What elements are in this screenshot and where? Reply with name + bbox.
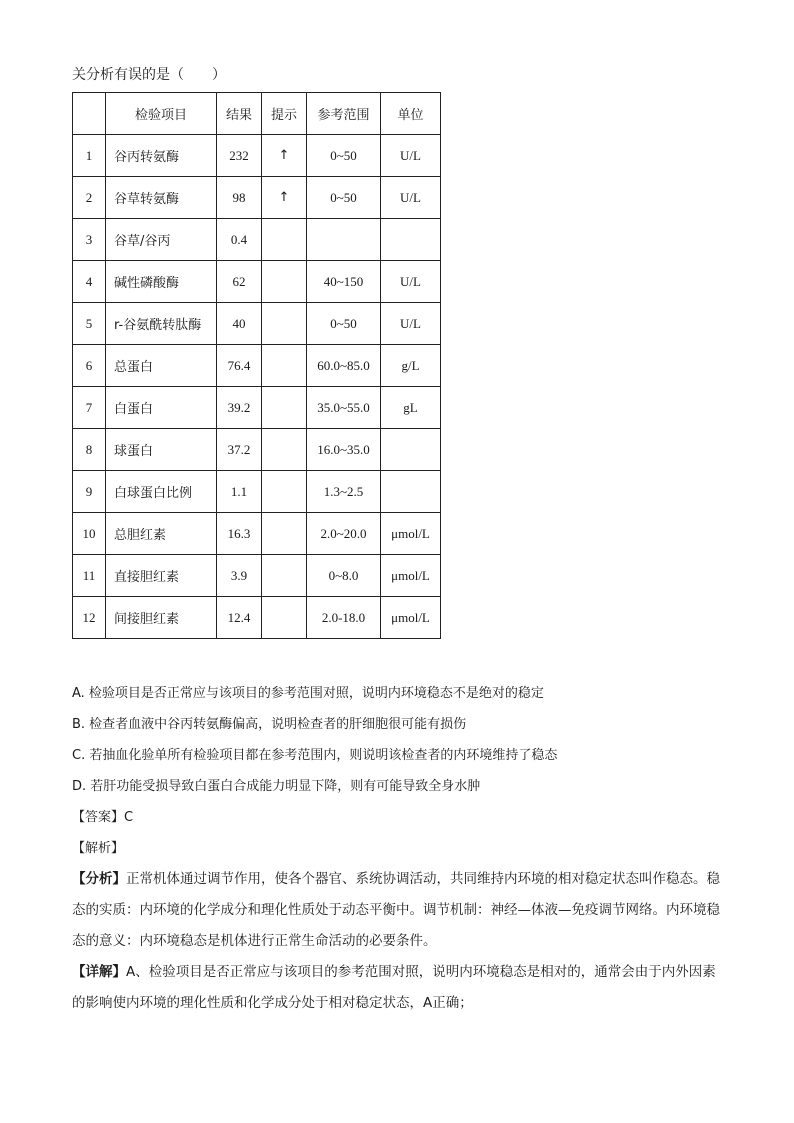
header-result: 结果: [217, 93, 262, 135]
header-hint: 提示: [262, 93, 307, 135]
row-result: 37.2: [217, 429, 262, 471]
row-index: 6: [73, 345, 106, 387]
row-index: 12: [73, 597, 106, 639]
row-range: 0~8.0: [307, 555, 381, 597]
row-result: 76.4: [217, 345, 262, 387]
table-row: [73, 387, 441, 429]
table-row: [73, 513, 441, 555]
row-hint: [262, 387, 307, 429]
analysis-section: [72, 864, 722, 1019]
row-unit: μmol/L: [381, 513, 441, 555]
row-index: 11: [73, 555, 106, 597]
row-range: 60.0~85.0: [307, 345, 381, 387]
row-item: 白蛋白: [106, 387, 217, 429]
row-hint: ↑: [262, 177, 307, 219]
row-hint: [262, 555, 307, 597]
row-unit: μmol/L: [381, 555, 441, 597]
row-index: 1: [73, 135, 106, 177]
answer-options: [72, 678, 557, 802]
row-range: 0~50: [307, 177, 381, 219]
row-item: 谷丙转氨酶: [106, 135, 217, 177]
table-row: [73, 429, 441, 471]
row-item: 直接胆红素: [106, 555, 217, 597]
row-hint: [262, 219, 307, 261]
question-intro: 关分析有误的是（ ）: [72, 67, 226, 83]
answer-line: [72, 802, 133, 833]
analysis-xiangjie: [72, 957, 722, 1019]
table-row: [73, 345, 441, 387]
row-unit: gL: [381, 387, 441, 429]
row-index: 9: [73, 471, 106, 513]
table-row: [73, 135, 441, 177]
row-item: 总蛋白: [106, 345, 217, 387]
table-row: [73, 177, 441, 219]
option-d: D. 若肝功能受损导致白蛋白合成能力明显下降，则有可能导致全身水肿: [72, 779, 481, 794]
row-unit: [381, 429, 441, 471]
row-range: 40~150: [307, 261, 381, 303]
option-b: B. 检查者血液中谷丙转氨酶偏高，说明检查者的肝细胞很可能有损伤: [72, 717, 467, 732]
row-result: 12.4: [217, 597, 262, 639]
table-header-row: [73, 93, 441, 135]
option-c: C. 若抽血化验单所有检验项目都在参考范围内，则说明该检查者的内环境维持了稳态: [72, 748, 558, 763]
xiangjie-text: A、检验项目是否正常应与该项目的参考范围对照，说明内环境稳态是相对的，通常会由于内外因素的影响使内环境的理化性质和化学成分处于相对稳定状态，A正确；: [72, 964, 716, 1011]
row-range: 0~50: [307, 303, 381, 345]
row-unit: U/L: [381, 261, 441, 303]
row-range: 1.3~2.5: [307, 471, 381, 513]
answer-value: C: [124, 810, 134, 825]
row-unit: U/L: [381, 303, 441, 345]
row-hint: [262, 303, 307, 345]
analysis-fenxi: [72, 864, 722, 957]
row-result: 1.1: [217, 471, 262, 513]
row-index: 5: [73, 303, 106, 345]
row-index: 4: [73, 261, 106, 303]
table-row: [73, 219, 441, 261]
row-item: 碱性磷酸酶: [106, 261, 217, 303]
header-index: [73, 93, 106, 135]
row-index: 10: [73, 513, 106, 555]
row-unit: g/L: [381, 345, 441, 387]
row-unit: U/L: [381, 177, 441, 219]
row-range: 16.0~35.0: [307, 429, 381, 471]
table-row: [73, 555, 441, 597]
row-hint: ↑: [262, 135, 307, 177]
row-item: 总胆红素: [106, 513, 217, 555]
row-item: 间接胆红素: [106, 597, 217, 639]
row-index: 3: [73, 219, 106, 261]
row-range: 2.0-18.0: [307, 597, 381, 639]
row-unit: μmol/L: [381, 597, 441, 639]
row-range: 0~50: [307, 135, 381, 177]
table-row: [73, 597, 441, 639]
header-item: 检验项目: [106, 93, 217, 135]
header-range: 参考范围: [307, 93, 381, 135]
lab-results-table: [72, 92, 441, 639]
row-result: 0.4: [217, 219, 262, 261]
row-range: 2.0~20.0: [307, 513, 381, 555]
fenxi-text: 正常机体通过调节作用，使各个器官、系统协调活动，共同维持内环境的相对稳定状态叫作稳态。稳态的实质：内环境的化学成分和理化性质处于动态平衡中。调节机制：神经—体液—免疫调节网络。内环境稳态的意义：内环境稳态是机体进行正常生命活动的必要条件。: [72, 871, 720, 949]
row-hint: [262, 429, 307, 471]
row-hint: [262, 597, 307, 639]
row-range: 35.0~55.0: [307, 387, 381, 429]
option-a: A. 检验项目是否正常应与该项目的参考范围对照，说明内环境稳态不是绝对的稳定: [72, 686, 544, 701]
row-index: 8: [73, 429, 106, 471]
row-unit: [381, 219, 441, 261]
row-hint: [262, 513, 307, 555]
xiangjie-label: 【详解】: [72, 964, 126, 980]
analysis-heading: 【解析】: [72, 841, 125, 856]
row-result: 62: [217, 261, 262, 303]
table-row: [73, 303, 441, 345]
row-index: 7: [73, 387, 106, 429]
row-result: 40: [217, 303, 262, 345]
fenxi-label: 【分析】: [72, 871, 126, 887]
row-result: 39.2: [217, 387, 262, 429]
row-item: 谷草转氨酶: [106, 177, 217, 219]
row-item: 谷草/谷丙: [106, 219, 217, 261]
row-item: 球蛋白: [106, 429, 217, 471]
row-range: [307, 219, 381, 261]
row-unit: [381, 471, 441, 513]
row-result: 98: [217, 177, 262, 219]
row-result: 16.3: [217, 513, 262, 555]
row-item: 白球蛋白比例: [106, 471, 217, 513]
header-unit: 单位: [381, 93, 441, 135]
table-row: [73, 471, 441, 513]
row-hint: [262, 471, 307, 513]
answer-label: 【答案】: [72, 810, 125, 825]
row-hint: [262, 261, 307, 303]
row-result: 3.9: [217, 555, 262, 597]
table-row: [73, 261, 441, 303]
row-result: 232: [217, 135, 262, 177]
row-item: r-谷氨酰转肽酶: [106, 303, 217, 345]
row-index: 2: [73, 177, 106, 219]
row-hint: [262, 345, 307, 387]
answer-block: [72, 802, 133, 864]
row-unit: U/L: [381, 135, 441, 177]
